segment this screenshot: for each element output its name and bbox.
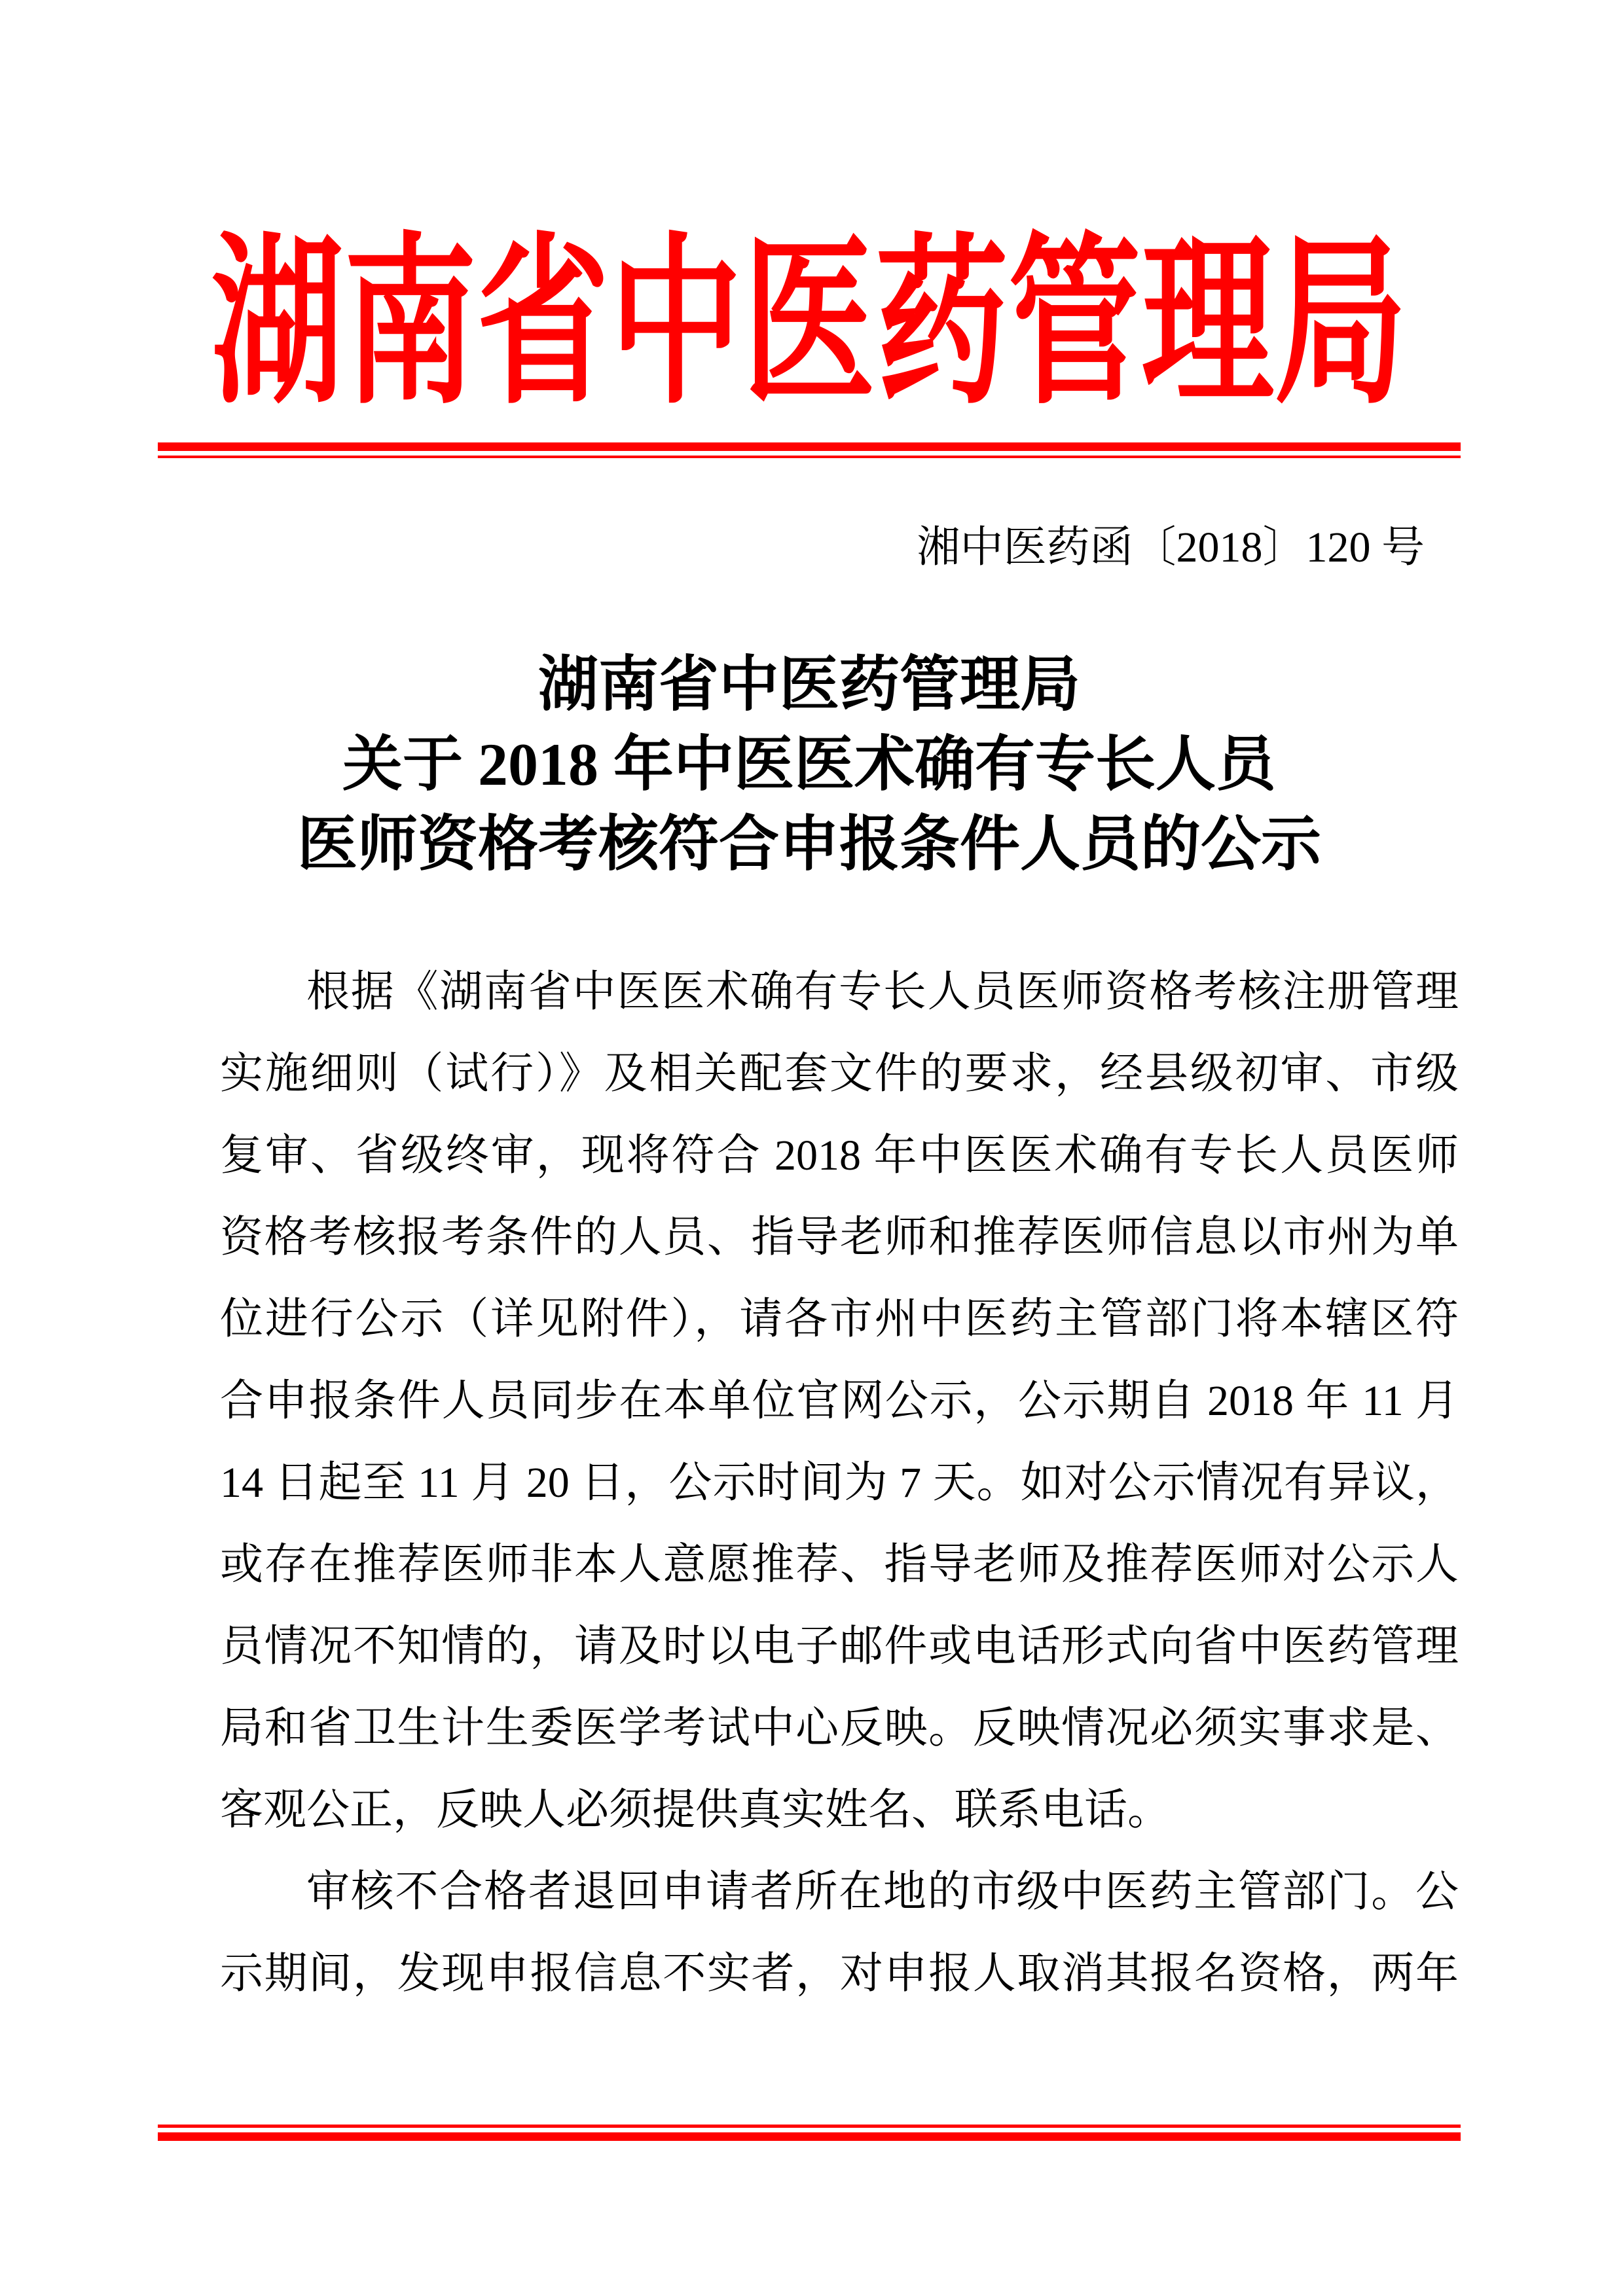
body-line: 审核不合格者退回申请者所在地的市级中医药主管部门。公 [306,1868,1459,1916]
separator-thick-rule [158,442,1461,451]
separator-thin-rule [158,2125,1461,2128]
title-line: 医师资格考核符合申报条件人员的公示 [297,811,1321,878]
agency-masthead: 湖南省中医药管理局 [211,223,1408,425]
body-line: 资格考核报考条件的人员、指导老师和推荐医师信息以市州为单 [220,1213,1459,1261]
separator-thick-rule [158,2132,1461,2141]
body-line: 实施细则（试行）》及相关配套文件的要求，经县级初审、市级 [220,1050,1459,1098]
body-line: 客观公正，反映人必须提供真实姓名、联系电话。 [220,1786,1171,1834]
body-line: 合申报条件人员同步在本单位官网公示，公示期自 2018 年 11 月 [220,1377,1459,1425]
body-line: 复审、省级终审，现将符合 2018 年中医医术确有专长人员医师 [220,1132,1459,1179]
body-line: 员情况不知情的，请及时以电子邮件或电话形式向省中医药管理 [220,1623,1459,1670]
footer-separator-line [158,2125,1461,2141]
separator-thin-rule [158,456,1461,458]
body-line: 根据《湖南省中医医术确有专长人员医师资格考核注册管理 [306,968,1459,1016]
document-body [220,951,1459,2015]
body-line: 示期间，发现申报信息不实者，对申报人取消其报名资格，两年 [220,1950,1459,1998]
body-line: 或存在推荐医师非本人意愿推荐、指导老师及推荐医师对公示人 [220,1541,1459,1588]
document-title [158,645,1461,884]
body-line: 14 日起至 11 月 20 日，公示时间为 7 天。如对公示情况有异议， [220,1459,1459,1507]
title-line: 关于 2018 年中医医术确有专长人员 [342,731,1276,798]
body-line: 局和省卫生计生委医学考试中心反映。反映情况必须实事求是、 [220,1704,1459,1752]
masthead-separator-line [158,442,1461,458]
title-line: 湖南省中医药管理局 [538,651,1080,718]
body-line: 位进行公示（详见附件），请各市州中医药主管部门将本辖区符 [220,1295,1459,1343]
document-number: 湘中医药函〔2018〕120 号 [917,524,1425,571]
